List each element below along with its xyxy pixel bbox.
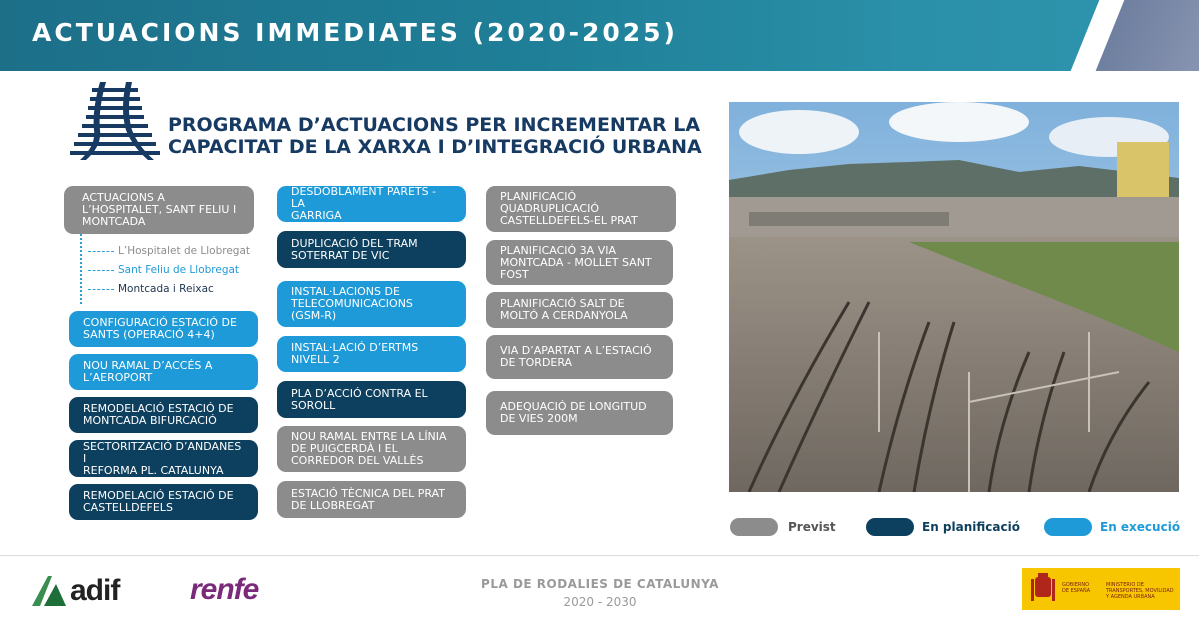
action-pill-sants: CONFIGURACIÓ ESTACIÓ DE SANTS (OPERACIÓ 4+4) [69, 311, 258, 347]
railway-track-icon [70, 80, 162, 162]
legend-label-en-planificacio: En planificació [922, 520, 1020, 534]
action-pill-pl-catalunya: SECTORITZACIÓ D’ANDANES I REFORMA PL. CATALUNYA [69, 440, 258, 477]
sublist-item: Montcada i Reixac [88, 283, 214, 295]
action-pill-prat-tecnica: ESTACIÓ TÈCNICA DEL PRAT DE LLOBREGAT [277, 481, 466, 518]
gobierno-text: GOBIERNO DE ESPAÑA [1062, 582, 1091, 594]
action-pill-hospitalet-sant-feliu-montcada: ACTUACIONS A L’HOSPITALET, SANT FELIU I MONTCADA [64, 186, 254, 234]
ministerio-text: MINISTERIO DE TRANSPORTES, MOVILIDAD Y AGENDA URBANA [1106, 582, 1174, 600]
action-pill-puigcerda-valles: NOU RAMAL ENTRE LA LÍNIA DE PUIGCERDÀ I EL CORREDOR DEL VALLÈS [277, 426, 466, 472]
sublist-municipalities [80, 234, 260, 304]
coat-of-arms-icon [1030, 573, 1056, 605]
sublist-item: Sant Feliu de Llobregat [88, 264, 239, 276]
legend-label-en-execucio: En execució [1100, 520, 1181, 534]
footer-title: PLA DE RODALIES DE CATALUNYA [481, 577, 719, 591]
adif-logo-icon [30, 574, 68, 608]
header-band [0, 0, 1199, 71]
action-pill-airport: NOU RAMAL D’ACCÉS A L’AEROPORT [69, 354, 258, 390]
action-pill-salt-molto: PLANIFICACIÓ SALT DE MOLTÓ A CERDANYOLA [486, 292, 673, 328]
program-title-line-1: PROGRAMA D’ACTUACIONS PER INCREMENTAR LA [168, 114, 701, 136]
action-pill-ertms: INSTAL·LACIÓ D’ERTMS NIVELL 2 [277, 336, 466, 372]
legend-swatch-en-planificacio [866, 518, 914, 536]
legend-swatch-previst [730, 518, 778, 536]
action-pill-montcada-bifurcacio: REMODELACIÓ ESTACIÓ DE MONTCADA BIFURCACIÓ [69, 397, 258, 433]
legend-label-previst: Previst [788, 520, 836, 534]
action-pill-tordera: VIA D’APARTAT A L’ESTACIÓ DE TORDERA [486, 335, 673, 379]
renfe-logo: renfe [190, 573, 259, 606]
railway-photo [729, 102, 1179, 492]
page-title: ACTUACIONS IMMEDIATES (2020-2025) [32, 18, 678, 47]
action-pill-castelldefels: REMODELACIÓ ESTACIÓ DE CASTELLDEFELS [69, 484, 258, 520]
action-pill-soroll: PLA D’ACCIÓ CONTRA EL SOROLL [277, 381, 466, 418]
sublist-connector [80, 234, 82, 304]
program-title [168, 114, 702, 158]
gobierno-logo [1022, 568, 1180, 610]
footer-divider [0, 555, 1199, 556]
action-pill-3a-via: PLANIFICACIÓ 3A VIA MONTCADA - MOLLET SANT FOST [486, 240, 673, 285]
adif-logo: adif [70, 574, 120, 607]
action-pill-vic: DUPLICACIÓ DEL TRAM SOTERRAT DE VIC [277, 231, 466, 268]
action-pill-parets-garriga: DESDOBLAMENT PARETS - LA GARRIGA [277, 186, 466, 222]
program-title-line-2: CAPACITAT DE LA XARXA I D’INTEGRACIÓ URBANA [168, 136, 702, 158]
action-pill-quadruplicacio: PLANIFICACIÓ QUADRUPLICACIÓ CASTELLDEFELS-EL PRAT [486, 186, 676, 232]
action-pill-longitud-vies: ADEQUACIÓ DE LONGITUD DE VIES 200M [486, 391, 673, 435]
sublist-item: L’Hospitalet de Llobregat [88, 245, 250, 257]
legend-swatch-en-execucio [1044, 518, 1092, 536]
footer-years: 2020 - 2030 [563, 595, 637, 609]
action-pill-gsm-r: INSTAL·LACIONS DE TELECOMUNICACIONS (GSM-R) [277, 281, 466, 327]
